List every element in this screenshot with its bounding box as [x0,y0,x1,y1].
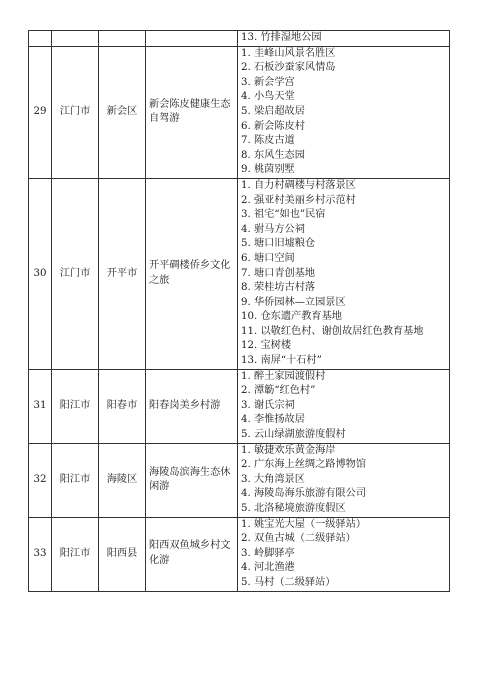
route-name-cell: 开平碉楼侨乡文化之旅 [146,178,238,369]
spot-item: 3. 岭脚驿亭 [241,547,295,559]
spot-item: 4. 海陵岛海乐旅游有限公司 [241,488,367,500]
spot-item: 10. 仓东遗产教育基地 [241,311,342,323]
spot-item: 6. 塘口空间 [241,252,295,264]
spots-cell [238,31,450,47]
spot-item: 9. 华侨园林—立园景区 [241,296,346,308]
spot-item: 3. 祖宅“如也”民宿 [241,209,326,221]
spot-item: 2. 潭簕“红色村” [241,385,316,397]
spot-item: 3. 新会学宫 [241,76,295,88]
spot-item: 2. 双鱼古城（二级驿站） [241,533,356,545]
table-row [29,31,450,47]
spot-item: 8. 荣桂坊古村落 [241,282,316,294]
spots-cell [238,369,450,443]
table-row [29,443,450,517]
row-number: 29 [29,46,52,178]
spot-item: 5. 北洛秘境旅游度假区 [241,503,346,514]
spot-item: 4. 小鸟天堂 [241,91,295,103]
spot-item: 9. 桃茵别墅 [241,164,295,176]
city-cell: 阳江市 [52,369,99,443]
route-name-cell: 海陵岛滨海生态休闲游 [146,443,238,517]
spots-cell [238,46,450,178]
district-cell: 阳西县 [99,517,146,591]
spot-item: 4. 李惟扬故居 [241,414,305,426]
route-name-cell: 阳春岗美乡村游 [146,369,238,443]
spot-item: 1. 醉土家园渡假村 [241,370,326,382]
route-name-cell [146,31,238,47]
table-row [29,369,450,443]
spot-item: 3. 谢氏宗祠 [241,399,295,411]
spot-item: 8. 东风生态园 [241,149,305,161]
spot-item: 6. 新会陈皮村 [241,120,305,132]
district-cell: 新会区 [99,46,146,178]
route-table [28,30,450,592]
spots-cell [238,443,450,517]
table-row [29,517,450,591]
spots-cell [238,517,450,591]
route-name-cell: 新会陈皮健康生态自驾游 [146,46,238,178]
row-number [29,31,52,47]
spot-item: 1. 自力村碉楼与村落景区 [241,179,356,191]
spot-item: 1. 姚宝光大屋（一级驿站） [241,518,367,530]
spot-item: 1. 敏捷欢乐黄金海岸 [241,444,336,456]
route-name-cell: 阳西双鱼城乡村文化游 [146,517,238,591]
spot-item: 13. 竹排湿地公园 [241,32,322,43]
spot-item: 11. 以敬红色村、谢创故居红色教育基地 [241,325,424,337]
spot-item: 5. 马村（二级驿站） [241,576,336,588]
city-cell: 江门市 [52,46,99,178]
row-number: 33 [29,517,52,591]
city-cell: 阳江市 [52,443,99,517]
spot-item: 2. 广东海上丝绸之路博物馆 [241,459,367,471]
district-cell: 开平市 [99,178,146,369]
district-cell [99,31,146,47]
district-cell: 海陵区 [99,443,146,517]
spot-item: 1. 圭峰山风景名胜区 [241,47,336,59]
city-cell [52,31,99,47]
row-number: 30 [29,178,52,369]
spot-item: 12. 宝树楼 [241,340,292,352]
spot-item: 4. 河北渔港 [241,562,295,574]
district-cell: 阳春市 [99,369,146,443]
table-row [29,46,450,178]
city-cell: 江门市 [52,178,99,369]
spot-item: 5. 塘口旧墟粮仓 [241,238,316,250]
spot-item: 7. 塘口青创基地 [241,267,316,279]
city-cell: 阳江市 [52,517,99,591]
row-number: 31 [29,369,52,443]
spots-cell [238,178,450,369]
table-row [29,178,450,369]
spot-item: 2. 石板沙蚕家风情岛 [241,62,336,74]
route-table-body [29,31,450,592]
row-number: 32 [29,443,52,517]
spot-item: 5. 梁启超故居 [241,105,305,117]
spot-item: 3. 大角湾景区 [241,473,305,485]
spot-item: 5. 云山绿湖旅游度假村 [241,429,346,441]
spot-item: 7. 陈皮古道 [241,135,295,147]
spot-item: 4. 驸马方公祠 [241,223,305,235]
spot-item: 2. 强亚村美丽乡村示范村 [241,194,356,206]
spot-item: 13. 南屏“十石村” [241,355,322,367]
